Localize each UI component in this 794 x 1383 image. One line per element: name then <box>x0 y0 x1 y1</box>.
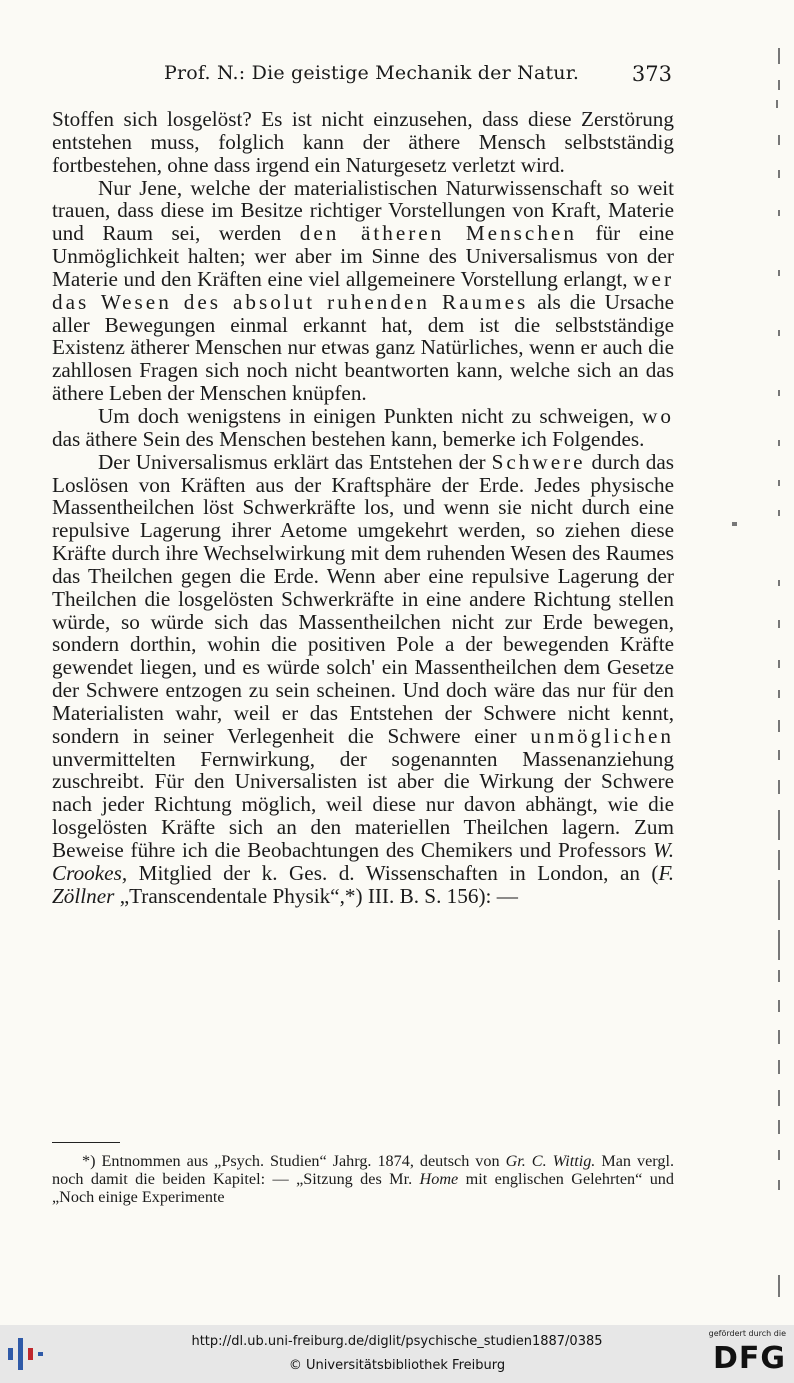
footnote-text-c: mit englischen Gelehrten“ und „Noch einige Experimente <box>52 1170 674 1206</box>
paragraph-3-text-a: Um doch wenigstens in einigen Punkten nicht zu schweigen, <box>98 403 635 428</box>
body-text <box>52 108 674 908</box>
paragraph-2-emphasis-a: den ätheren Menschen <box>299 221 577 246</box>
paragraph-4-text-c: unvermittelten Fernwirkung, der sogenannten Massenanziehung zuschreibt. Für den Universalisten ist aber die Wirkung der Schwere nach jeder Richtung möglich, weil diese nur davon abhängt, wie die losgelösten Kräfte sich an den materiellen Theilchen lagern. Zum Beweise führe ich die Beobachtungen des Chemikers und Professors <box>52 746 674 862</box>
paragraph-1-text: Stoffen sich losgelöst? Es ist nicht einzusehen, dass diese Zerstörung entstehen muss, folglich kann der äthere Mensch selbstständig fortbestehen, ohne dass irgend ein Naturgesetz verletzt wird. <box>52 107 674 177</box>
paragraph-4-text-e: „Transcendentale Physik“,*) III. B. S. 156): — <box>119 883 518 908</box>
paragraph-3 <box>52 405 674 451</box>
footnote-name-home: Home <box>419 1170 459 1188</box>
footnote-text-b: Man vergl. noch damit die beiden Kapitel: — „Sitzung des Mr. <box>52 1152 674 1188</box>
paragraph-3-text-b: das äthere Sein des Menschen bestehen kann, bemerke ich Folgendes. <box>52 426 645 451</box>
author-zoellner: F. Zöllner <box>52 860 674 908</box>
page-number: 373 <box>631 62 672 86</box>
paragraph-3-emphasis: wo <box>642 403 675 428</box>
dfg-logo <box>698 1329 786 1379</box>
running-title: Prof. N.: Die geistige Mechanik der Natur. <box>164 62 580 84</box>
paragraph-2-emphasis-b: wer das Wesen des absolut ruhenden Raumes <box>52 266 674 314</box>
scan-margin-marks <box>768 40 784 1310</box>
paragraph-4 <box>52 451 674 908</box>
dfg-caption: gefördert durch die <box>708 1329 786 1338</box>
paragraph-2-text-b: für eine Unmöglichkeit halten; wer aber im Sinne des Universalismus von der Materie und den Kräften eine viel allgemeinere Vorstellung erlangt, <box>52 221 675 291</box>
paragraph-2-text-a: Nur Jene, welche der materialistischen Naturwissenschaft so weit trauen, dass diese im Besitze richtiger Vorstellungen von Kraft, Materie und Raum sei, werden <box>52 175 674 246</box>
footnote-rule <box>52 1142 120 1143</box>
footnote-name-wittig: Gr. C. Wittig. <box>505 1152 596 1170</box>
dfg-wordmark: DFG <box>712 1341 786 1376</box>
footnote <box>52 1152 674 1206</box>
paragraph-1 <box>52 108 674 177</box>
paragraph-2 <box>52 177 674 405</box>
author-crookes: W. Crookes, <box>52 838 675 885</box>
paragraph-2-text-c: als die Ursache aller Bewegungen einmal erkannt hat, dem ist die selbstständige Existenz ätherer Menschen nur etwas ganz Natürliches, wenn er auch die zahllosen Fragen sich noch nicht beantworten kann, welche sich an das äthere Leben der Menschen knüpfen. <box>52 289 674 406</box>
footer-bar <box>0 1325 794 1383</box>
paragraph-4-emphasis-a: Schwere <box>491 449 586 474</box>
paragraph-4-text-d: Mitglied der k. Ges. d. Wissenschaften in London, an ( <box>138 860 659 885</box>
paragraph-4-text-a: Der Universalismus erklärt das Entstehen der <box>98 449 486 474</box>
running-head <box>52 62 672 90</box>
footnote-text-a: *) Entnommen aus „Psych. Studien“ Jahrg. 1874, deutsch von <box>82 1152 500 1170</box>
footer-url-link[interactable]: http://dl.ub.uni-freiburg.de/diglit/psychische_studien1887/0385 <box>191 1334 603 1349</box>
paragraph-4-text-b: durch das Loslösen von Kräften aus der Kraftsphäre der Erde. Jedes physische Massentheilchen löst Schwerkräfte los, und wenn sie nicht durch eine repulsive Lagerung ihrer Aetome umgekehrt werden, so ziehen diese Kräfte durch ihre Wechselwirkung mit dem ruhenden Wesen des Raumes das Theilchen gegen die Erde. Wenn aber eine repulsive Lagerung der Theilchen die losgelösten Schwerkräfte in eine andere Richtung stellen würde, so würde sich das Massentheilchen nicht zur Erde bewegen, sondern dorthin, wohin die positiven Pole a der bewegenden Kräfte gewendet liegen, und es würde solch' ein Massentheilchen dem Gesetze der Schwere entzogen zu sein scheinen. Und doch wäre das nur für den Materialisten wahr, weil er das Entstehen der Schwere nicht kennt, sondern in seiner Verlegenheit die Schwere einer <box>52 449 675 748</box>
footer-copyright: © Universitätsbibliothek Freiburg <box>288 1358 506 1373</box>
paragraph-4-emphasis-b: unmöglichen <box>530 723 674 748</box>
